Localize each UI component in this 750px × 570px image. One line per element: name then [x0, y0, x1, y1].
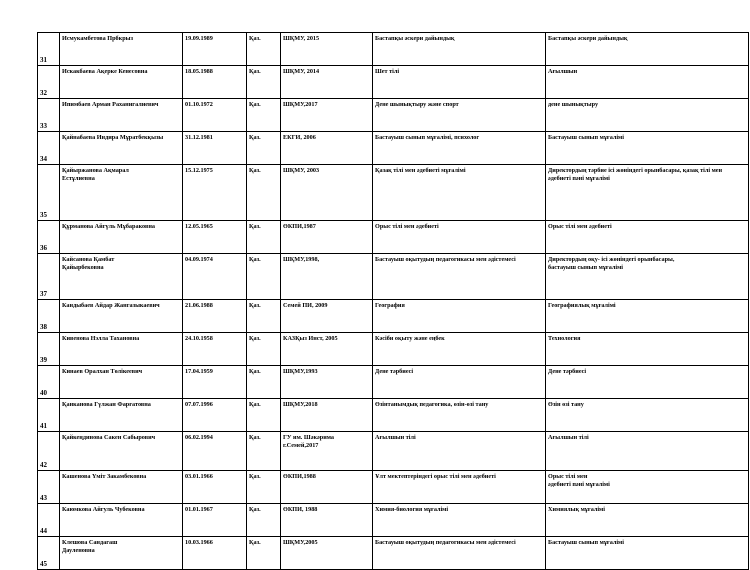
birth-date-cell: 01.01.1967	[183, 504, 247, 537]
position-subject-cell: Бастауыш сынып мұғалімі	[546, 132, 749, 165]
table-row	[38, 165, 749, 221]
employee-name-cell: Кайсанова Қамбат Қайырбековна	[60, 254, 183, 300]
employee-name-cell: Қанканова Гүлжан Фарғатовна	[60, 399, 183, 432]
position-subject-cell: Өзін өзі тану	[546, 399, 749, 432]
specialty-cell: Химия-биология мұғалімі	[373, 504, 546, 537]
staff-table	[37, 32, 749, 570]
table-row	[38, 432, 749, 471]
specialty-cell: География	[373, 300, 546, 333]
education-institution-cell: ШҚМУ,2018	[281, 399, 373, 432]
row-number-cell: 45	[38, 537, 60, 570]
education-institution-cell: Семей ПИ, 2009	[281, 300, 373, 333]
table-row	[38, 333, 749, 366]
row-number-cell: 36	[38, 221, 60, 254]
row-number-cell: 39	[38, 333, 60, 366]
position-subject-cell: Орыс тілі мен әдебиеті	[546, 221, 749, 254]
specialty-cell: Дене тәрбиесі	[373, 366, 546, 399]
position-subject-cell: Орыс тілі мен әдебиеті пәні мұғалімі	[546, 471, 749, 504]
row-number-cell: 44	[38, 504, 60, 537]
table-row	[38, 471, 749, 504]
education-institution-cell: ШҚМУ,1993	[281, 366, 373, 399]
position-subject-cell: Технология	[546, 333, 749, 366]
employee-name-cell: Искакбаева Ақерке Кенесовна	[60, 66, 183, 99]
nationality-cell: Қаз.	[247, 399, 281, 432]
nationality-cell: Қаз.	[247, 537, 281, 570]
birth-date-cell: 01.10.1972	[183, 99, 247, 132]
education-institution-cell: ӨКПИ,1988	[281, 471, 373, 504]
nationality-cell: Қаз.	[247, 33, 281, 66]
table-row	[38, 399, 749, 432]
birth-date-cell: 07.07.1996	[183, 399, 247, 432]
birth-date-cell: 10.03.1966	[183, 537, 247, 570]
table-row	[38, 99, 749, 132]
education-institution-cell: ШҚМУ,1998,	[281, 254, 373, 300]
nationality-cell: Қаз.	[247, 165, 281, 221]
education-institution-cell: ӨКПИ,1987	[281, 221, 373, 254]
table-row	[38, 366, 749, 399]
position-subject-cell: Ағылшын тілі	[546, 432, 749, 471]
employee-name-cell: Кинаев Оралхан Төлікеевич	[60, 366, 183, 399]
table-row	[38, 66, 749, 99]
position-subject-cell: Директордың тәрбие ісі жөніндегі орынбасары, қазақ тілі мен әдебиеті пәні мұғалімі	[546, 165, 749, 221]
education-institution-cell: ШҚМУ, 2003	[281, 165, 373, 221]
education-institution-cell: ШҚМУ,2017	[281, 99, 373, 132]
table-row	[38, 132, 749, 165]
position-subject-cell: Дене тәрбиесі	[546, 366, 749, 399]
employee-name-cell: Қайкеңдинова Сакен Сабырович	[60, 432, 183, 471]
table-row	[38, 300, 749, 333]
nationality-cell: Қаз.	[247, 432, 281, 471]
employee-name-cell: Қайнабаева Индира Мұратбекқызы	[60, 132, 183, 165]
birth-date-cell: 12.05.1965	[183, 221, 247, 254]
employee-name-cell: Исмукамбетова Прбкрыз	[60, 33, 183, 66]
row-number-cell: 31	[38, 33, 60, 66]
specialty-cell: Бастауыш сынып мұғалімі, психолог	[373, 132, 546, 165]
row-number-cell: 35	[38, 165, 60, 221]
table-row	[38, 33, 749, 66]
table-row	[38, 221, 749, 254]
row-number-cell: 37	[38, 254, 60, 300]
specialty-cell: Қазақ тілі мен әдебиеті мұғалімі	[373, 165, 546, 221]
staff-table-body	[38, 33, 749, 570]
nationality-cell: Қаз.	[247, 99, 281, 132]
employee-name-cell: Ипимбаев Арман Раханигалиевич	[60, 99, 183, 132]
birth-date-cell: 03.01.1966	[183, 471, 247, 504]
row-number-cell: 41	[38, 399, 60, 432]
employee-name-cell: Қайыржанова Ақмарал Естұлиевна	[60, 165, 183, 221]
birth-date-cell: 17.04.1959	[183, 366, 247, 399]
nationality-cell: Қаз.	[247, 366, 281, 399]
employee-name-cell: Құрманова Айгүль Мұбараковна	[60, 221, 183, 254]
education-institution-cell: КАЗҚыз Инст, 2005	[281, 333, 373, 366]
position-subject-cell: Химиялық мұғалімі	[546, 504, 749, 537]
row-number-cell: 42	[38, 432, 60, 471]
specialty-cell: Шет тілі	[373, 66, 546, 99]
position-subject-cell: Географиялық мұғалімі	[546, 300, 749, 333]
education-institution-cell: ӨКПИ, 1988	[281, 504, 373, 537]
specialty-cell: Бастапқы әскери дайындық	[373, 33, 546, 66]
nationality-cell: Қаз.	[247, 66, 281, 99]
birth-date-cell: 18.05.1988	[183, 66, 247, 99]
nationality-cell: Қаз.	[247, 132, 281, 165]
employee-name-cell: Кашенова Үміт Закамбековна	[60, 471, 183, 504]
table-row	[38, 537, 749, 570]
position-subject-cell: Директордың оқу- ісі жөніндегі орынбасары, бастауыш сынып мұғалімі	[546, 254, 749, 300]
row-number-cell: 38	[38, 300, 60, 333]
specialty-cell: Ағылшын тілі	[373, 432, 546, 471]
nationality-cell: Қаз.	[247, 504, 281, 537]
position-subject-cell: дене шынықтыру	[546, 99, 749, 132]
position-subject-cell: Ағылшын	[546, 66, 749, 99]
row-number-cell: 33	[38, 99, 60, 132]
employee-name-cell: Кандыбаев Айдар Жангазыкаевич	[60, 300, 183, 333]
education-institution-cell: ГУ им. Шәкәрима г.Семей,2017	[281, 432, 373, 471]
education-institution-cell: ШҚМУ, 2015	[281, 33, 373, 66]
employee-name-cell: Каюмкова Айгуль Чубековна	[60, 504, 183, 537]
birth-date-cell: 31.12.1981	[183, 132, 247, 165]
birth-date-cell: 04.09.1974	[183, 254, 247, 300]
birth-date-cell: 24.10.1958	[183, 333, 247, 366]
specialty-cell: Өзінтанымдық педагогика, өзін-өзі тану	[373, 399, 546, 432]
specialty-cell: Орыс тілі мен әдебиеті	[373, 221, 546, 254]
education-institution-cell: ШҚМУ,2005	[281, 537, 373, 570]
birth-date-cell: 15.12.1975	[183, 165, 247, 221]
position-subject-cell: Бастапқы әскери дайындық	[546, 33, 749, 66]
birth-date-cell: 19.09.1989	[183, 33, 247, 66]
birth-date-cell: 06.02.1994	[183, 432, 247, 471]
specialty-cell: Кәсіби оқыту және еңбек	[373, 333, 546, 366]
specialty-cell: Бастауыш оқытудың педагогикасы мен әдістемесі	[373, 537, 546, 570]
position-subject-cell: Бастауыш сынып мұғалімі	[546, 537, 749, 570]
nationality-cell: Қаз.	[247, 300, 281, 333]
row-number-cell: 43	[38, 471, 60, 504]
nationality-cell: Қаз.	[247, 471, 281, 504]
specialty-cell: Бастауыш оқытудың педагогикасы мен әдістемесі	[373, 254, 546, 300]
row-number-cell: 34	[38, 132, 60, 165]
table-row	[38, 504, 749, 537]
nationality-cell: Қаз.	[247, 254, 281, 300]
row-number-cell: 32	[38, 66, 60, 99]
employee-name-cell: Клешова Сандагаш Дауленовна	[60, 537, 183, 570]
specialty-cell: Дене шынықтыру және спорт	[373, 99, 546, 132]
employee-name-cell: Кивенова Нэлла Тахановна	[60, 333, 183, 366]
nationality-cell: Қаз.	[247, 333, 281, 366]
education-institution-cell: ЕКГИ, 2006	[281, 132, 373, 165]
row-number-cell: 40	[38, 366, 60, 399]
birth-date-cell: 21.06.1988	[183, 300, 247, 333]
nationality-cell: Қаз.	[247, 221, 281, 254]
table-row	[38, 254, 749, 300]
education-institution-cell: ШҚМУ, 2014	[281, 66, 373, 99]
specialty-cell: Ұлт мектептеріндегі орыс тілі мен әдебиеті	[373, 471, 546, 504]
